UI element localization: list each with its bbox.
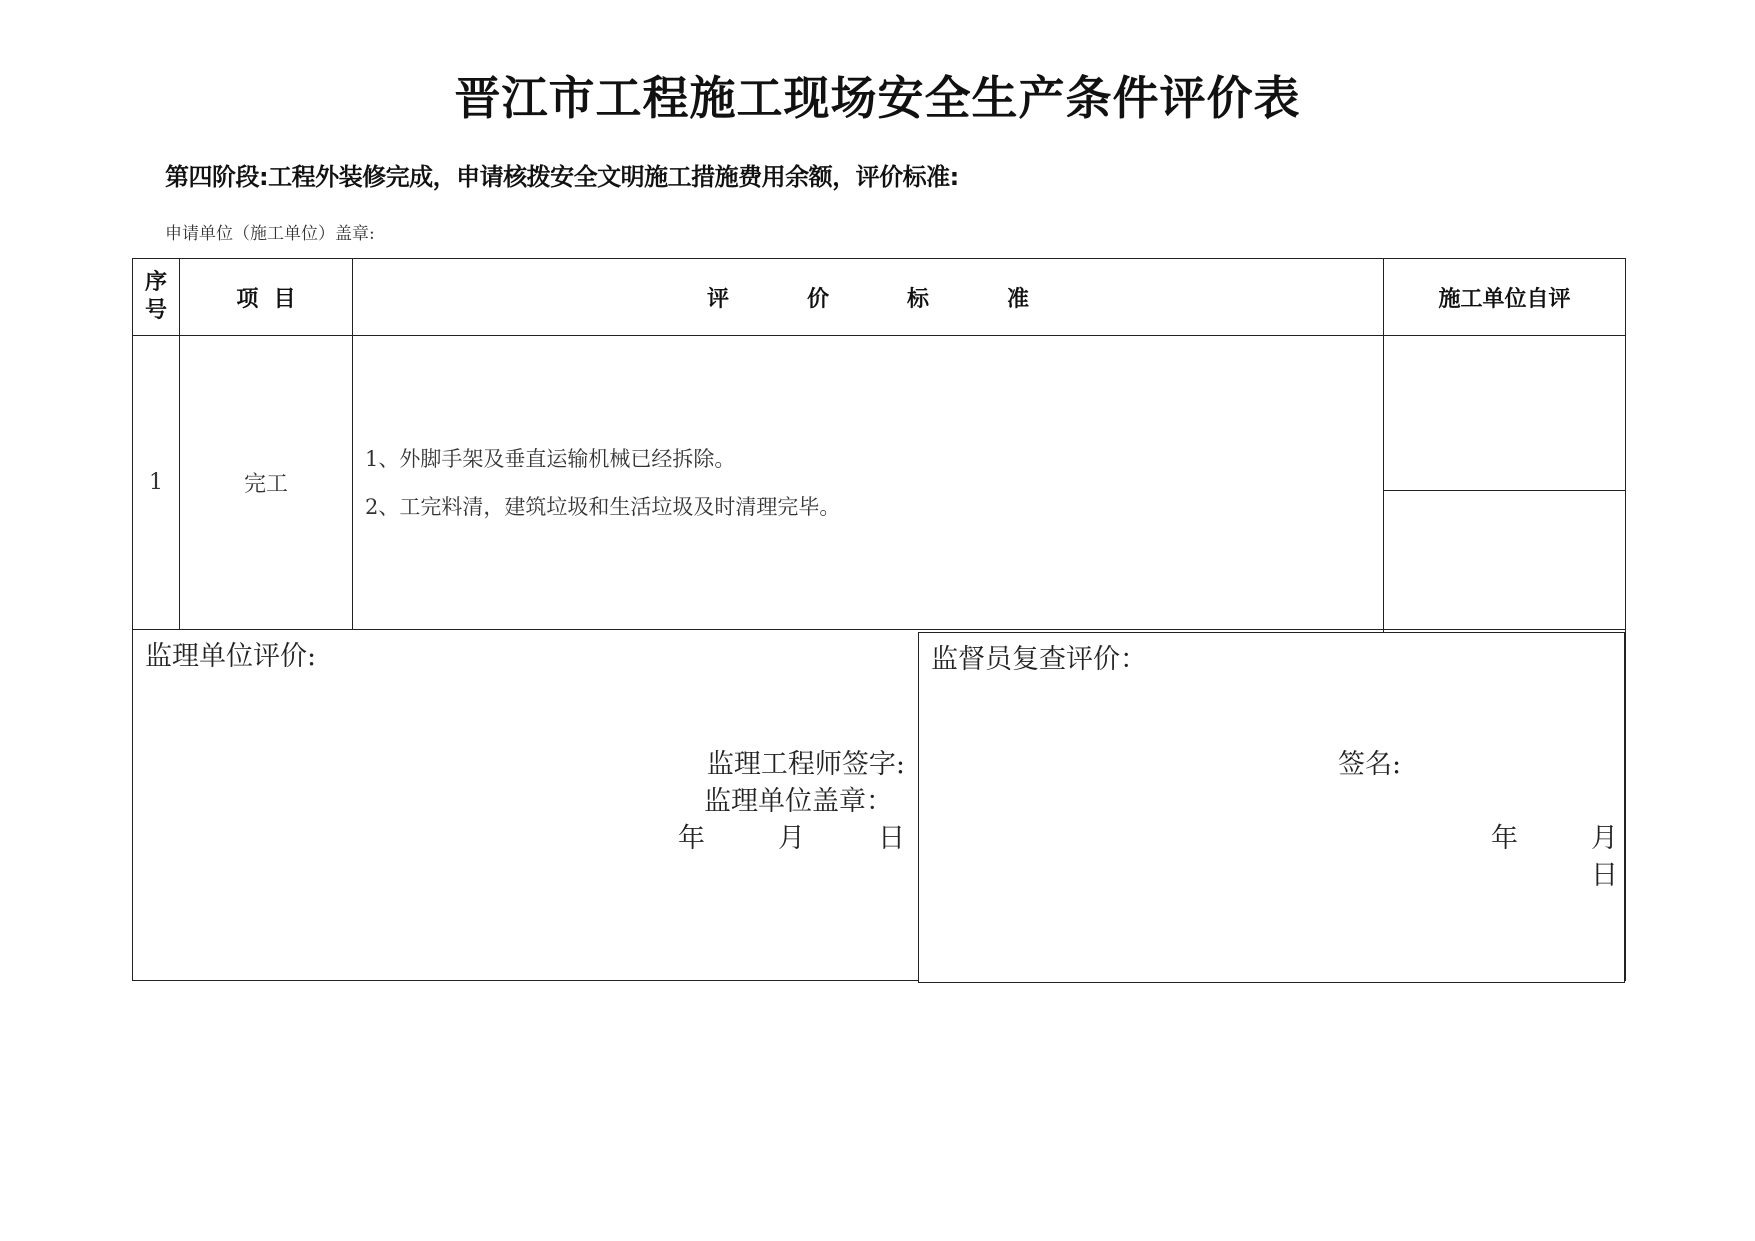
seq-header-line1: 序 (144, 270, 167, 295)
criteria-header (353, 259, 1384, 336)
applicant-seal-label: 申请单位（施工单位）盖章: (165, 224, 375, 244)
engineer-sign-label: 监理工程师签字: (706, 749, 905, 780)
criteria-line: 2、工完料清，建筑垃圾和生活垃圾及时清理完毕。 (365, 494, 841, 519)
supervision-sign-block (590, 746, 905, 857)
self-eval-cell-bottom[interactable] (1384, 491, 1626, 630)
criteria-cell (353, 336, 1384, 630)
criteria-header-char: 标 (906, 286, 929, 312)
criteria-header-char: 价 (806, 286, 829, 312)
date-year: 年 (678, 823, 705, 854)
criteria-line: 1、外脚手架及垂直运输机械已经拆除。 (365, 446, 736, 471)
unit-seal-label: 监理单位盖章： (704, 786, 893, 817)
review-eval-heading: 监督员复查评价： (931, 644, 1147, 675)
date-year: 年 (1491, 823, 1518, 854)
date-month: 月 (778, 823, 805, 854)
table-row (133, 336, 1626, 491)
review-sign-label: 签名: (1338, 749, 1402, 780)
item-cell: 完工 (180, 336, 353, 630)
seq-cell: 1 (133, 336, 180, 630)
criteria-header-char: 准 (1006, 286, 1029, 312)
self-eval-cell-top[interactable] (1384, 336, 1626, 491)
seq-header (133, 259, 180, 336)
date-day: 日 (878, 823, 905, 854)
date-day: 日 (1591, 860, 1618, 891)
seq-header-line2: 号 (144, 298, 167, 323)
review-date-line (1300, 820, 1618, 894)
self-eval-header: 施工单位自评 (1384, 259, 1626, 336)
supervision-eval-heading: 监理单位评价: (145, 641, 317, 672)
page-title: 晋江市工程施工现场安全生产条件评价表 (454, 71, 1301, 125)
date-month: 月 (1591, 823, 1618, 854)
spacer (1300, 783, 1618, 820)
supervision-date-line (590, 820, 905, 857)
item-header: 项 目 (180, 259, 353, 336)
header-row (133, 259, 1626, 336)
stage-subtitle: 第四阶段:工程外装修完成，申请核拨安全文明施工措施费用余额，评价标准: (165, 163, 959, 191)
review-sign-block (1300, 746, 1618, 894)
criteria-header-char: 评 (706, 286, 729, 312)
